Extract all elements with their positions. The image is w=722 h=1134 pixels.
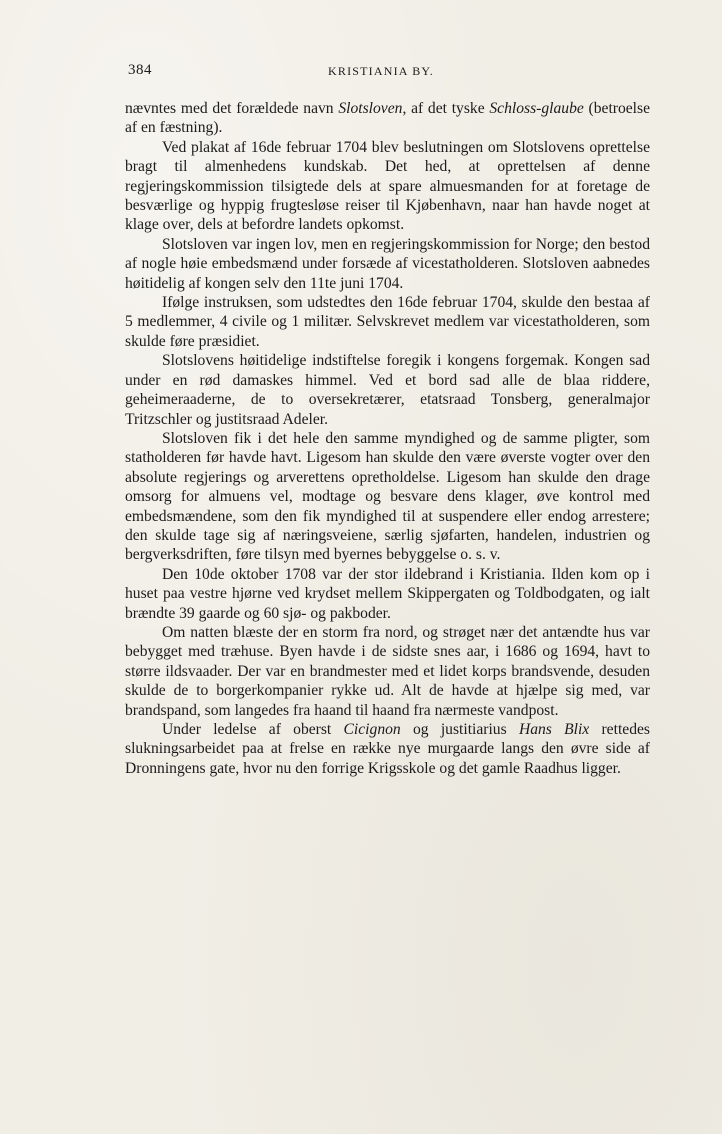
italic-term: Cicignon [343,721,401,738]
body-text [125,99,650,778]
text-run: Ifølge instruksen, som udstedtes den 16de februar 1704, skulde den bestaa af 5 medlemmer, 4 civile og 1 militær. Selvskrevet medlem var vicestatholderen, som skulde føre præsidiet. [125,294,650,350]
paragraph [125,623,650,720]
text-run: Ved plakat af 16de februar 1704 blev beslutningen om Slotslovens oprettelse bragt til almenhedens kundskab. Det hed, at oprettelsen af denne regjeringskommission tilsigtede dels at spare almuesmanden for at foretage de besværlige og hyppig frugtesløse reiser til Kjøbenhavn, naar han havde noget at klage over, dels at befordre landets opkomst. [125,138,650,234]
text-run: , af det tyske [402,100,490,117]
running-head: KRISTIANIA BY. [328,64,434,78]
text-run: Slotslovens høitidelige indstiftelse foregik i kongens forgemak. Kongen sad under en rød damaskes himmel. Ved et bord sad alle de blaa riddere, geheimeraaderne, de to oversekretærer, etatsraad Tonsberg, generalmajor Tritzschler og justitsraad Adeler. [125,352,650,428]
page-header [128,62,648,84]
text-run: rettedes slukningsarbeidet paa at frelse en række nye murgaarde langs den øvre side af Dronningens gate, hvor nu den forrige Krigsskole og det gamle Raadhus ligger. [125,721,650,777]
text-run: Slotsloven var ingen lov, men en regjeringskommission for Norge; den bestod af nogle høie embedsmænd under forsæde af vicestatholderen. Slotsloven aabnedes høitidelig af kongen selv den 11te juni 1704. [125,235,650,292]
text-run: nævntes med det forældede navn [125,100,339,117]
text-run: og justitiarius [400,721,519,738]
paragraph [125,235,650,293]
text-run: Den 10de oktober 1708 var der stor ildebrand i Kristiania. Ilden kom op i huset paa vestre hjørne ved krydset mellem Skippergaten og Toldbodgaten, og ialt brændte 39 gaarde og 60 sjø- og pakboder. [125,565,650,622]
text-run: (betroelse af en fæstning). [125,100,651,137]
paragraph [125,138,650,235]
paragraph [125,720,650,778]
italic-term: Schloss-glaube [489,100,584,117]
paragraph [125,293,650,351]
text-run: Slotsloven fik i det hele den samme myndighed og de samme pligter, som statholderen før havde havt. Ligesom han skulde den være øverste vogter over den absolute regjerings og arverettens opretholdelse. Ligesom han skulde den drage omsorg for almuens vel, modtage og besvare dens klager, øve kontrol med embedsmændene, som den fik myndighed til at suspendere eller endog arrestere; den skulde tage sig af næringsveiene, særlig sjøfarten, handelen, industrien og bergverksdriften, føre tilsyn med byernes bebyggelse o. s. v. [125,429,650,564]
text-run: Under ledelse af oberst [162,721,344,738]
italic-term: Hans Blix [518,721,590,738]
paragraph [125,99,650,138]
italic-term: Slotsloven [338,100,403,117]
page-number: 384 [128,62,152,78]
paragraph [125,565,650,623]
paragraph [125,351,650,429]
paragraph [125,429,650,565]
text-run: Om natten blæste der en storm fra nord, og strøget nær det antændte hus var bebygget med træhuse. Byen havde i de sidste snes aar, i 1686 og 1694, havt to større ildsvaader. Der var en brandmester med et lidet korps brandsvende, desuden skulde de to borgerkompanier rykke ud. Alt de havde at hjælpe sig med, var brandspand, som langedes fra haand til haand fra nærmeste vandpost. [125,623,650,719]
